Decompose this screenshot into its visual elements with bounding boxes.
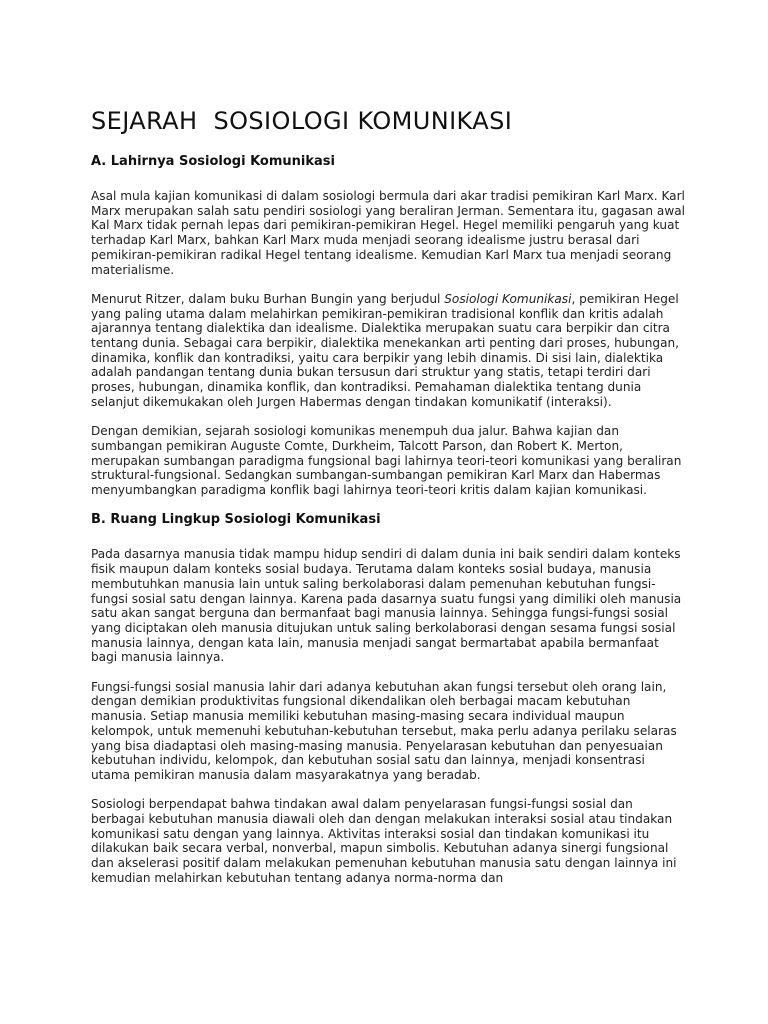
document-content bbox=[91, 106, 686, 900]
paragraph-text: Menurut Ritzer, dalam buku Burhan Bungin yang berjudul bbox=[91, 291, 445, 306]
section-a-paragraph-3: Dengan demikian, sejarah sosiologi komunikas menempuh dua jalur. Bahwa kajian dan sumbangan pemikiran Auguste Comte, Durkheim, Talcott Parson, dan Robert K. Merton, merupakan sumbangan paradigma fungsional bagi lahirnya teori-teori komunikasi yang beraliran struktural-fungsional. Sedangkan sumbangan-sumbangan pemikiran Karl Marx dan Habermas menyumbangkan paradigma konflik bagi lahirnya teori-teori kritis dalam kajian komunikasi. bbox=[91, 424, 682, 498]
section-a-paragraph-1: Asal mula kajian komunikasi di dalam sosiologi bermula dari akar tradisi pemikiran Karl Marx. Karl Marx merupakan salah satu pendiri sosiologi yang beraliran Jerman. Sementara itu, gagasan awal Kal Marx tidak pernah lepas dari pemikiran-pemikiran Hegel. Hegel memiliki pengaruh yang kuat terhadap Karl Marx, bahkan Karl Marx muda menjadi seorang idealisme justru berasal dari pemikiran-pemikiran radikal Hegel tentang idealisme. Kemudian Karl Marx tua menjadi seorang materialisme. bbox=[91, 189, 685, 277]
section-b-paragraph-1: Pada dasarnya manusia tidak mampu hidup sendiri di dalam dunia ini baik sendiri dalam konteks fisik maupun dalam konteks sosial budaya. Terutama dalam konteks sosial budaya, manusia membutuhkan manusia lain untuk saling berkolaborasi dalam pemenuhan kebutuhan fungsi-fungsi sosial satu dengan lainnya. Karena pada dasarnya suatu fungsi yang dimiliki oleh manusia satu akan sangat berguna dan bermanfaat bagi manusia lainnya. Sehingga fungsi-fungsi sosial yang diciptakan oleh manusia ditujukan untuk saling berkolaborasi dengan sesama fungsi sosial manusia lainnya, dengan kata lain, manusia menjadi sangat bermartabat apabila bermanfaat bagi manusia lainnya. bbox=[91, 547, 682, 665]
paragraph-text: , pemikiran Hegel yang paling utama dalam melahirkan pemikiran-pemikiran tradisional konflik dan kritis adalah ajarannya tentang dialektika dan idealisme. Dialektika merupakan suatu cara berpikir dan citra tentang dunia. Sebagai cara berpikir, dialektika menekankan arti penting dari proses, hubungan, dinamika, konflik dan kontradiksi, yaitu cara berpikir yang lebih dinamis. Di sisi lain, dialektika adalah pandangan tentang dunia bukan tersusun dari struktur yang statis, tetapi terdiri dari proses, hubungan, dinamika konflik, dan kontradiksi. Pemahaman dialektika tentang dunia selanjut dikemukakan oleh Jurgen Habermas dengan tindakan komunikatif (interaksi). bbox=[91, 291, 679, 409]
section-b-paragraph-2: Fungsi-fungsi sosial manusia lahir dari adanya kebutuhan akan fungsi tersebut oleh orang lain, dengan demikian produktivitas fungsional dikendalikan oleh berbagai macam kebutuhan manusia. Setiap manusia memiliki kebutuhan masing-masing secara individual maupun kelompok, untuk memenuhi kebutuhan-kebutuhan tersebut, maka perlu adanya perilaku selaras yang bisa diadaptasi oleh masing-masing manusia. Penyelarasan kebutuhan dan penyesuaian kebutuhan individu, kelompok, dan kebutuhan sosial satu dan lainnya, menjadi konsentrasi utama pemikiran manusia dalam masyarakatnya yang beradab. bbox=[91, 679, 677, 782]
section-a-paragraph-2 bbox=[91, 292, 686, 410]
section-b-heading: B. Ruang Lingkup Sosiologi Komunikasi bbox=[91, 512, 381, 528]
section-b-paragraph-3: Sosiologi berpendapat bahwa tindakan awal dalam penyelarasan fungsi-fungsi sosial dan berbagai kebutuhan manusia diawali oleh dan dengan melakukan interaksi sosial atau tindakan komunikasi satu dengan yang lainnya. Aktivitas interaksi sosial dan tindakan komunikasi itu dilakukan baik secara verbal, nonverbal, mapun simbolis. Kebutuhan adanya sinergi fungsional dan akselerasi positif dalam melakukan pemenuhan kebutuhan manusia satu dengan lainnya ini kemudian melahirkan kebutuhan tentang adanya norma-norma dan bbox=[91, 797, 677, 885]
document-title: SEJARAH SOSIOLOGI KOMUNIKASI bbox=[91, 107, 513, 135]
section-a-heading: A. Lahirnya Sosiologi Komunikasi bbox=[91, 154, 335, 169]
book-title-italic: Sosiologi Komunikasi bbox=[444, 291, 572, 306]
